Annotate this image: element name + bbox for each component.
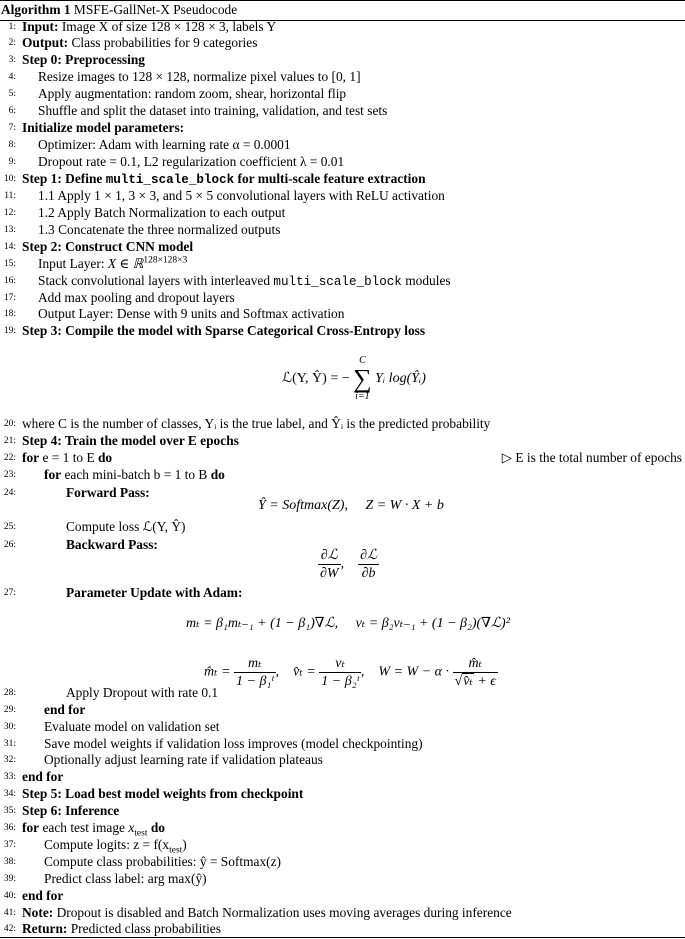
line-number: 10:: [3, 174, 16, 184]
adam-update-equation: m̂ₜ = $\frac{\text{mₜ}}{\text{1 − β₁ᵗ}}$ , v̂ₜ = $\frac{\text{vₜ}}{\text{1 − β₂ᵗ}}$ , W = W − α · $\frac{\text{m̂ₜ}}{\text{√v̂ₜ + ϵ}}$: [204, 656, 496, 689]
statement: Output Layer: Dense with 9 units and Softmax activation: [38, 306, 345, 321]
line-text: [38, 255, 187, 272]
subscript: test: [134, 828, 148, 839]
line-text: [38, 187, 445, 204]
algorithm-line-4: [0, 68, 685, 85]
keyword: Backward Pass:: [66, 537, 158, 552]
statement: Input Layer:: [38, 256, 108, 271]
line-text: [66, 584, 242, 601]
algorithm-line-37: [0, 836, 685, 856]
statement: Dropout is disabled and Batch Normalization uses moving averages during inference: [53, 905, 512, 920]
mhat-lhs: m̂ₜ =: [204, 664, 231, 680]
code-identifier: multi_scale_block: [105, 173, 235, 187]
algorithm-line-39: [0, 870, 685, 887]
line-text: [38, 153, 344, 170]
statement: Predicted class probabilities: [67, 921, 221, 936]
line-number: 33:: [3, 772, 16, 782]
algorithm-line-23: [0, 466, 685, 483]
keyword: Step 2: Construct CNN model: [22, 239, 194, 254]
keyword: Step 1: Define: [22, 171, 106, 186]
keyword: Input:: [22, 19, 59, 34]
keyword: Step 5: Load best model weights from checkpoint: [22, 786, 304, 801]
caption-label: Algorithm 1: [1, 2, 71, 17]
algorithm-line-17: [0, 289, 685, 306]
statement: Resize images to 128 × 128, normalize pixel values to [0, 1]: [38, 69, 361, 84]
sum-lower: i=1: [355, 391, 370, 402]
line-text: [66, 684, 218, 701]
w-update-lhs: W = W − α ·: [378, 664, 449, 680]
line-text: [38, 204, 285, 221]
statement: Image X of size 128 × 128 × 3, labels Y: [58, 19, 277, 34]
line-number: 31:: [3, 739, 16, 749]
superscript: 128×128×3: [143, 255, 188, 266]
keyword: end for: [22, 888, 64, 903]
keyword: Initialize model parameters:: [22, 120, 185, 135]
line-text: [22, 819, 165, 839]
vhat-frac: [319, 655, 361, 690]
line-number: 1:: [8, 22, 16, 32]
epsilon-term: + ϵ: [473, 674, 496, 689]
algorithm-line-7: [0, 119, 685, 136]
mhat-frac: [234, 655, 276, 690]
line-number: 3:: [8, 55, 16, 65]
line-number: 15:: [3, 259, 16, 269]
algorithm-line-19: [0, 322, 685, 339]
statement: Apply augmentation: random zoom, shear, horizontal flip: [38, 86, 347, 101]
line-number: 34:: [3, 789, 16, 799]
line-text: [38, 289, 235, 306]
vhat-lhs: v̂ₜ =: [293, 664, 316, 680]
line-number: 19:: [3, 326, 16, 336]
line-text: [44, 701, 85, 718]
line-text: [22, 904, 512, 921]
line-text: [44, 836, 187, 856]
line-number: 25:: [3, 522, 16, 532]
statement: 1.3 Concatenate the three normalized outputs: [38, 222, 281, 237]
algorithm-line-27: [0, 584, 685, 601]
statement: each mini-batch b = 1 to B: [61, 467, 211, 482]
line-number: 9:: [8, 157, 16, 167]
w-update-frac: [453, 655, 498, 690]
algorithm-line-29: [0, 701, 685, 718]
algorithm-caption: [1, 1, 237, 18]
algorithm-line-6: [0, 102, 685, 119]
line-number: 41:: [3, 908, 16, 918]
algorithm-line-36: [0, 819, 685, 839]
algorithm-line-25: [0, 518, 685, 535]
statement: 1.2 Apply Batch Normalization to each output: [38, 205, 286, 220]
line-number: 12:: [3, 208, 16, 218]
loss-rhs: Yᵢ log(Ŷᵢ): [375, 371, 426, 387]
line-text: [38, 68, 361, 85]
code-identifier: multi_scale_block: [273, 275, 402, 289]
keyword: Output:: [22, 35, 69, 50]
line-number: 22:: [3, 453, 16, 463]
line-number: 23:: [3, 470, 16, 480]
line-number: 18:: [3, 309, 16, 319]
grad-w-num: ∂ℒ: [318, 547, 341, 565]
line-text: [22, 415, 490, 432]
line-text: [22, 802, 119, 819]
grad-b: [358, 547, 379, 582]
algorithm-line-34: [0, 785, 685, 802]
keyword: for: [22, 820, 40, 835]
line-text: [22, 51, 145, 68]
math: X ∈ ℝ: [107, 256, 144, 271]
algorithm-line-12: [0, 204, 685, 221]
algorithm-line-3: [0, 51, 685, 68]
statement: Stack convolutional layers with interleaved: [38, 273, 274, 288]
algorithm-line-18: [0, 305, 685, 322]
line-text: [22, 785, 303, 802]
line-text: [44, 751, 323, 768]
line-text: [66, 536, 158, 553]
sqrt-inner: v̂ₜ: [463, 674, 473, 689]
algorithm-line-15: [0, 255, 685, 272]
algorithm-line-2: [0, 34, 685, 51]
line-number: 11:: [4, 191, 16, 201]
w-update-num: m̂ₜ: [453, 655, 498, 673]
statement: Compute loss ℒ(Y, Ŷ): [66, 519, 186, 534]
line-number: 29:: [3, 705, 16, 715]
line-number: 4:: [8, 72, 16, 82]
line-text: [38, 85, 346, 102]
subscript: test: [169, 845, 183, 856]
statement: each test image: [39, 820, 129, 835]
algorithm-line-13: [0, 221, 685, 238]
keyword: end for: [44, 702, 86, 717]
algorithm-line-40: [0, 887, 685, 904]
forward-text: Ŷ = Softmax(Z), Z = W · X + b: [258, 498, 444, 513]
bottom-rule: [0, 937, 685, 938]
sqrt-symbol: √: [454, 674, 463, 689]
keyword: for: [22, 450, 40, 465]
algorithm-line-41: [0, 904, 685, 921]
statement: Add max pooling and dropout layers: [38, 290, 235, 305]
statement: Save model weights if validation loss improves (model checkpointing): [44, 736, 423, 751]
math: x: [128, 820, 135, 835]
keyword: Step 6: Inference: [22, 803, 120, 818]
statement: Compute class probabilities: ŷ = Softmax(z): [44, 854, 282, 869]
statement: modules: [401, 273, 451, 288]
keyword: for: [44, 467, 62, 482]
line-number: 28:: [3, 688, 16, 698]
algorithm-line-1: [0, 18, 685, 35]
line-text: [66, 518, 186, 535]
sum-upper: C: [359, 355, 366, 366]
line-number: 32:: [3, 755, 16, 765]
line-number: 8:: [8, 140, 16, 150]
line-text: [22, 34, 257, 51]
line-text: [22, 322, 425, 339]
algorithm-line-30: [0, 718, 685, 735]
mhat-num: mₜ: [234, 655, 276, 673]
line-number: 42:: [3, 924, 16, 934]
line-number: 17:: [3, 293, 16, 303]
algorithm-line-33: [0, 768, 685, 785]
line-text: [44, 466, 225, 483]
line-number: 14:: [3, 242, 16, 252]
algorithm-line-14: [0, 238, 685, 255]
adam-m: mₜ = β₁mₜ₋₁ + (1 − β₁)∇ℒ,: [186, 616, 339, 631]
statement: Predict class label: arg max(ŷ): [44, 871, 207, 886]
vhat-den: 1 − β₂ᵗ: [321, 674, 359, 689]
line-number: 20:: [3, 419, 16, 429]
line-number: 36:: [3, 823, 16, 833]
keyword: Note:: [22, 905, 54, 920]
statement: Dropout rate = 0.1, L2 regularization coefficient λ = 0.01: [38, 154, 345, 169]
keyword: for multi-scale feature extraction: [234, 171, 426, 186]
statement: where C is the number of classes, Yᵢ is the true label, and Ŷᵢ is the predicted probability: [22, 416, 491, 431]
keyword: do: [97, 450, 113, 465]
statement: Compute logits: z = f(x: [44, 837, 170, 852]
mhat-den: 1 − β₁ᵗ: [236, 674, 274, 689]
algorithm-line-20: [0, 415, 685, 432]
line-number: 7:: [8, 123, 16, 133]
line-number: 2:: [8, 38, 16, 48]
line-text: [22, 238, 193, 255]
line-number: 13:: [3, 225, 16, 235]
loss-equation: [282, 355, 426, 403]
algorithm-line-21: [0, 432, 685, 449]
line-number: 38:: [3, 857, 16, 867]
line-text: [22, 449, 112, 466]
algorithm-line-8: [0, 136, 685, 153]
keyword: Parameter Update with Adam:: [66, 585, 243, 600]
line-number: 26:: [3, 540, 16, 550]
statement: Optimizer: Adam with learning rate α = 0.0001: [38, 137, 291, 152]
line-number: 37:: [3, 840, 16, 850]
algorithm-line-11: [0, 187, 685, 204]
vhat-num: vₜ: [319, 655, 361, 673]
adam-v: vₜ = β₂vₜ₋₁ + (1 − β₂)(∇ℒ)²: [355, 616, 510, 631]
adam-moment-equation: [186, 615, 510, 633]
grad-b-den: ∂b: [361, 566, 376, 581]
sum-operator: C ∑ i=1: [353, 355, 372, 402]
line-text: [38, 136, 291, 153]
line-text: [22, 920, 221, 937]
line-number: 24:: [3, 488, 16, 498]
keyword: do: [210, 467, 225, 482]
algorithm-line-38: [0, 853, 685, 870]
keyword: Forward Pass:: [66, 485, 150, 500]
line-text: [38, 221, 280, 238]
algorithm-line-32: [0, 751, 685, 768]
backward-equation: $\frac{\text{∂ℒ}}{\partial W}$ , $\frac{\text{∂ℒ}}{\partial b}$: [320, 548, 378, 581]
algorithm-line-42: [0, 920, 685, 937]
keyword: do: [147, 820, 165, 835]
caption-title: MSFE-GallNet-X Pseudocode: [73, 2, 238, 17]
line-text: [44, 870, 207, 887]
grad-w-den: ∂W: [320, 566, 339, 581]
line-comment: ▷ E is the total number of epochs: [501, 450, 682, 465]
statement: Shuffle and split the dataset into training, validation, and test sets: [38, 103, 388, 118]
statement: Class probabilities for 9 categories: [68, 35, 258, 50]
statement: ): [182, 837, 187, 852]
line-number: 40:: [3, 891, 16, 901]
algorithm-line-22: [0, 449, 685, 466]
line-number: 21:: [3, 436, 16, 446]
line-text: [22, 119, 184, 136]
line-number: 27:: [3, 588, 16, 598]
grad-w: [318, 547, 341, 582]
line-number: 16:: [3, 276, 16, 286]
statement: Evaluate model on validation set: [44, 719, 220, 734]
algorithm-line-5: [0, 85, 685, 102]
keyword: Return:: [22, 921, 68, 936]
line-number: 39:: [3, 874, 16, 884]
algorithm-line-10: [0, 170, 685, 187]
line-number: 35:: [3, 806, 16, 816]
statement: 1.1 Apply 1 × 1, 3 × 3, and 5 × 5 convolutional layers with ReLU activation: [38, 188, 445, 203]
grad-b-num: ∂ℒ: [360, 548, 378, 563]
keyword: Step 3: Compile the model with Sparse Categorical Cross-Entropy loss: [22, 323, 426, 338]
line-text: [22, 18, 276, 35]
line-text: [44, 735, 423, 752]
forward-equation: [258, 497, 444, 515]
w-update-den: [453, 673, 498, 690]
line-text: [38, 102, 387, 119]
keyword: end for: [22, 769, 64, 784]
algorithm-line-35: [0, 802, 685, 819]
statement: Optionally adjust learning rate if validation plateaus: [44, 752, 323, 767]
algorithm-line-9: [0, 153, 685, 170]
line-text: [44, 853, 281, 870]
algorithm-line-16: [0, 272, 685, 289]
line-number: 5:: [8, 89, 16, 99]
keyword: Step 0: Preprocessing: [22, 52, 145, 67]
line-text: [22, 768, 63, 785]
algorithm-line-31: [0, 735, 685, 752]
keyword: Step 4: Train the model over E epochs: [22, 433, 239, 448]
line-number: 30:: [3, 722, 16, 732]
line-text: [22, 432, 239, 449]
line-text: [44, 718, 220, 735]
statement: e = 1 to E: [39, 450, 98, 465]
line-text: [22, 887, 63, 904]
line-number: 6:: [8, 106, 16, 116]
loss-lhs: ℒ(Y, Ŷ) = −: [282, 371, 350, 387]
line-text: [38, 305, 344, 322]
statement: Apply Dropout with rate 0.1: [66, 685, 219, 700]
line-text: [66, 484, 150, 501]
